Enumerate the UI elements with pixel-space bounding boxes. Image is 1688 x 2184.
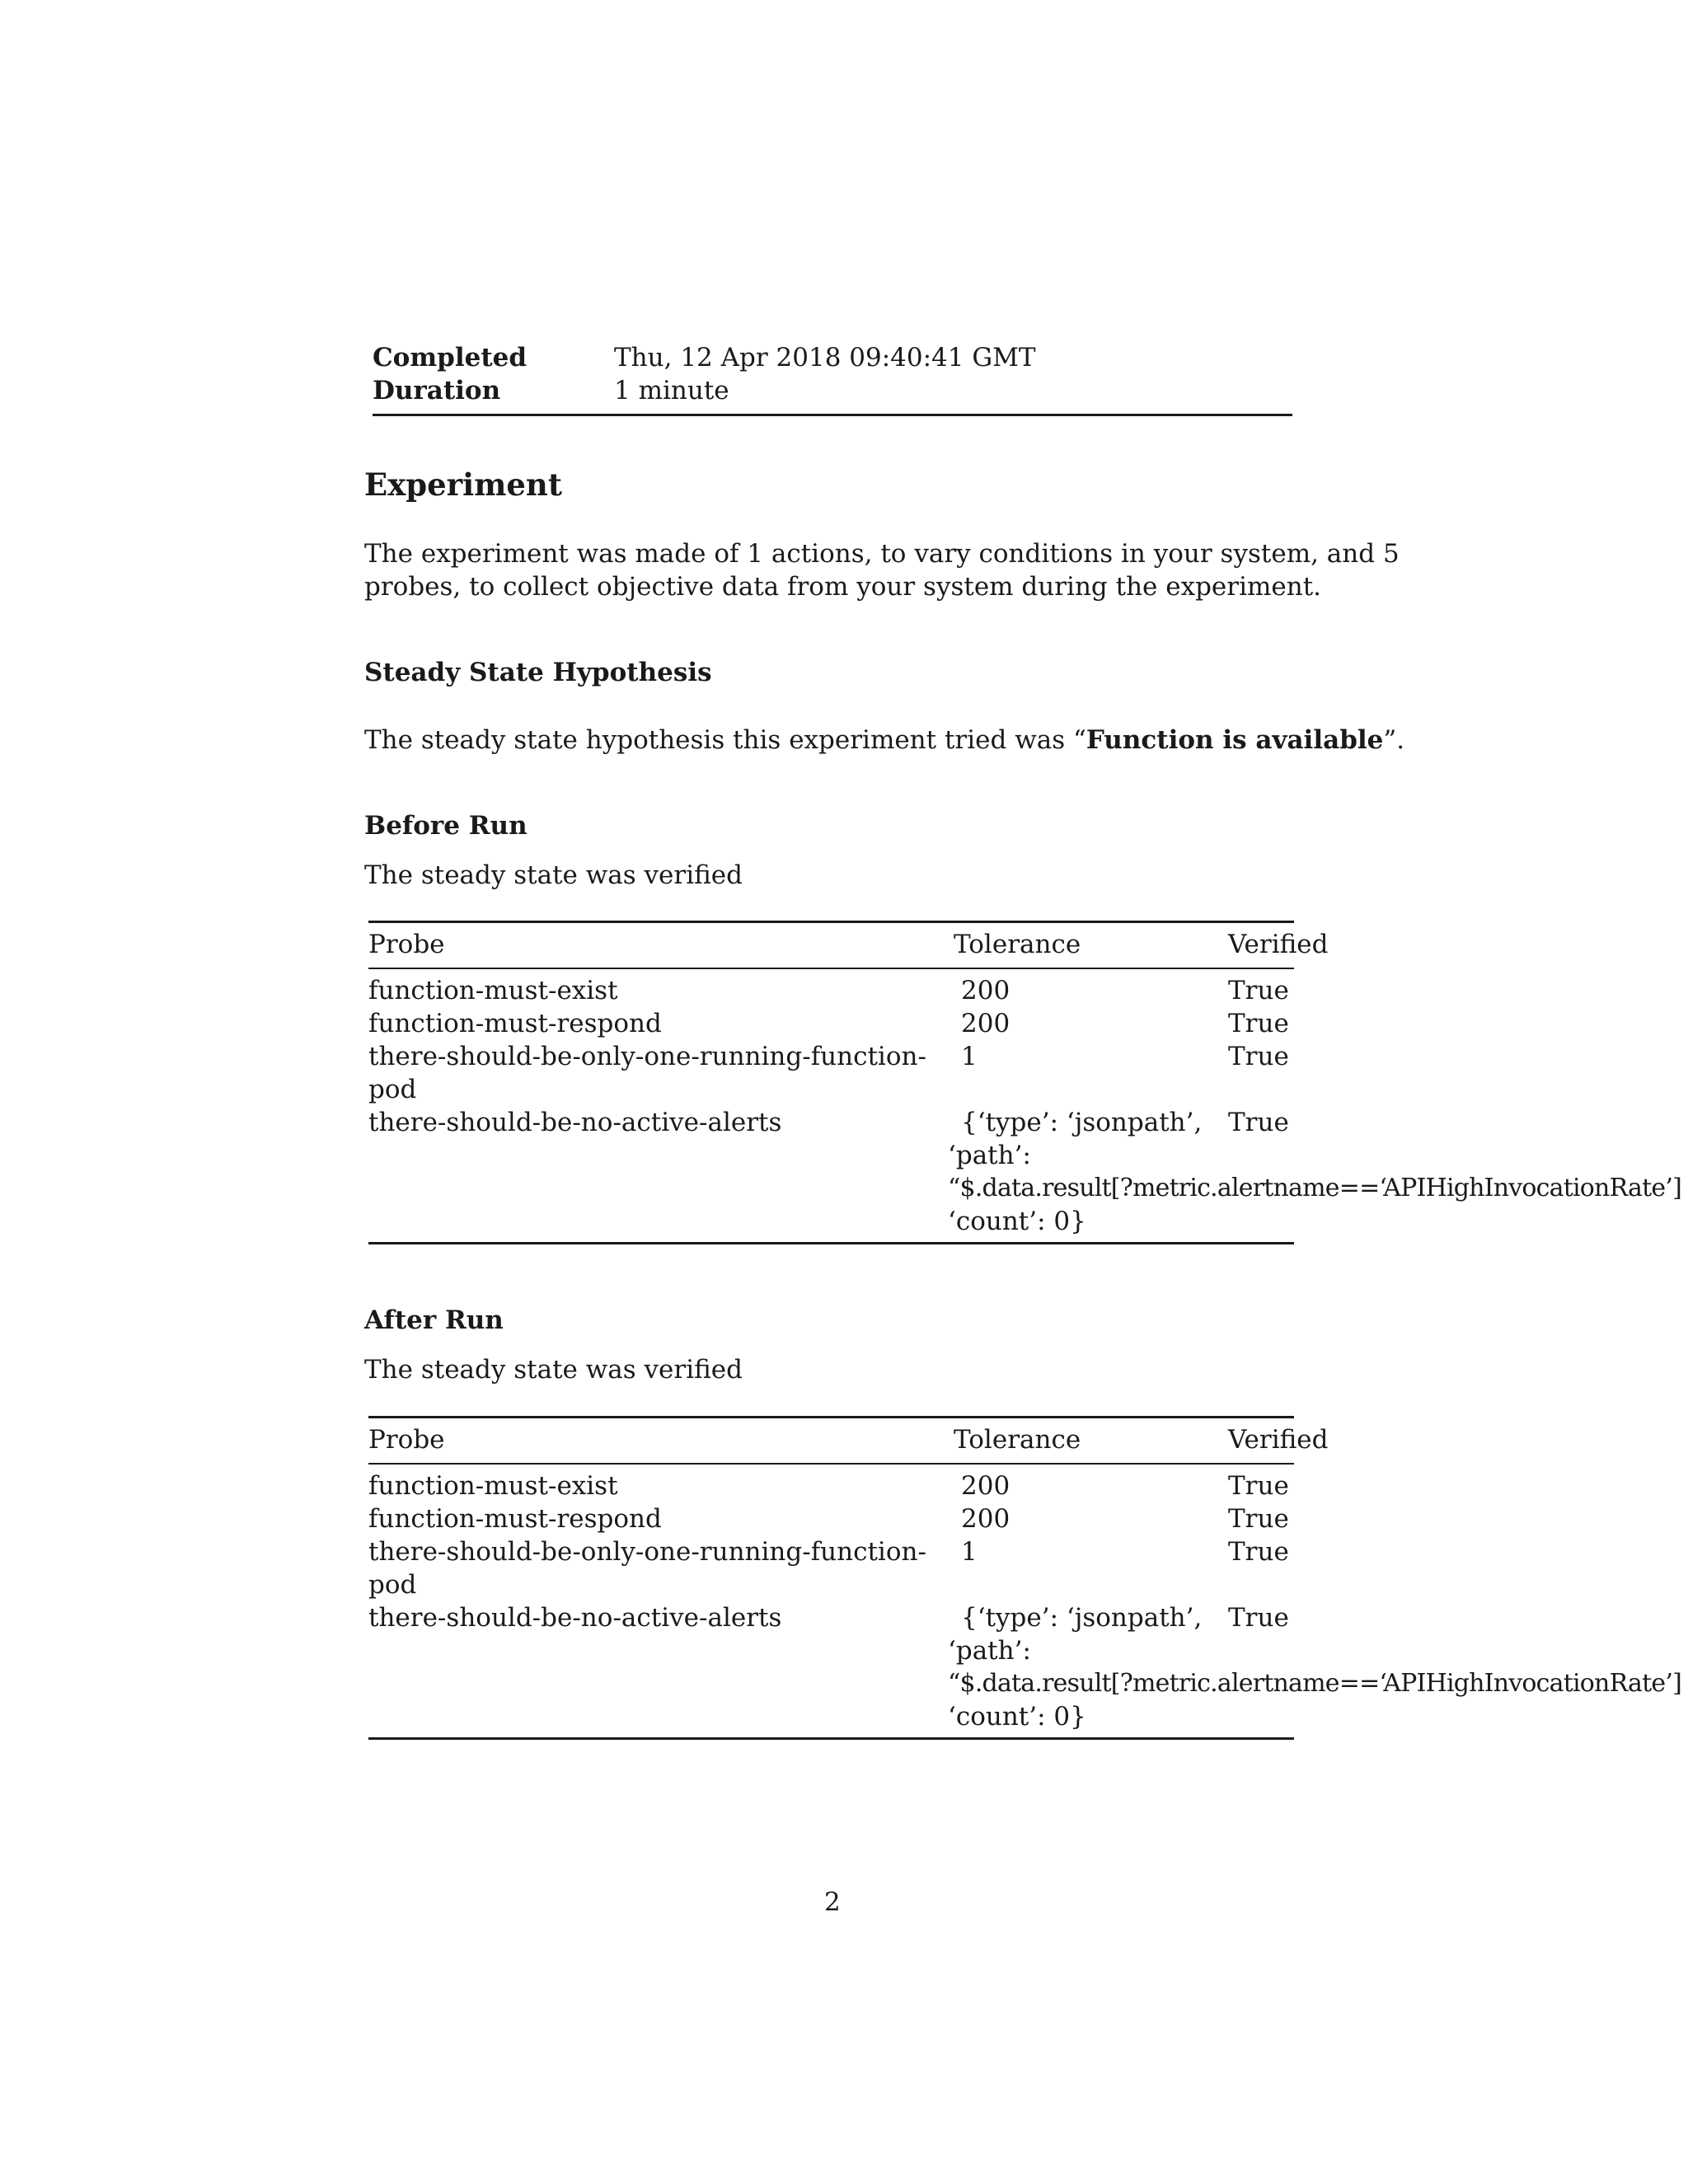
table-top-rule xyxy=(368,1416,1294,1418)
table-row-probe: there-should-be-no-active-alerts xyxy=(368,1603,782,1633)
table-row-probe: there-should-be-only-one-running-function- xyxy=(368,1537,926,1567)
table-row-tolerance-continued: “$.data.result[?metric.alertname==‘APIHighInvocationRate’] xyxy=(948,1174,1681,1202)
table-row-tolerance: {‘type’: ‘jsonpath’, xyxy=(961,1108,1203,1137)
column-header-probe: Probe xyxy=(368,1425,445,1455)
column-header-tolerance: Tolerance xyxy=(954,930,1081,959)
table-row-verified: True xyxy=(1228,1042,1289,1071)
column-header-tolerance: Tolerance xyxy=(954,1425,1081,1455)
table-row-verified: True xyxy=(1228,976,1289,1005)
column-header-verified: Verified xyxy=(1228,930,1329,959)
table-row-verified: True xyxy=(1228,1504,1289,1534)
after-run-status: The steady state was verified xyxy=(364,1355,743,1385)
experiment-description-line2: probes, to collect objective data from your system during the experiment. xyxy=(364,572,1322,602)
duration-label: Duration xyxy=(373,376,501,405)
table-row-tolerance: 200 xyxy=(961,976,1010,1005)
table-row-probe: function-must-exist xyxy=(368,1471,618,1501)
table-header-rule xyxy=(368,968,1294,969)
table-row-tolerance: 1 xyxy=(961,1537,978,1567)
table-row-tolerance: 200 xyxy=(961,1471,1010,1501)
table-row-tolerance-continued: ‘path’: xyxy=(948,1141,1031,1170)
after-run-heading: After Run xyxy=(364,1305,504,1335)
table-row-tolerance: 1 xyxy=(961,1042,978,1071)
table-header-rule xyxy=(368,1463,1294,1465)
table-row-tolerance: 200 xyxy=(961,1504,1010,1534)
hypothesis-suffix: ”. xyxy=(1383,725,1405,755)
table-row-tolerance-continued: ‘path’: xyxy=(948,1636,1031,1666)
duration-value: 1 minute xyxy=(614,376,729,405)
table-row-verified: True xyxy=(1228,1009,1289,1038)
table-row-probe: there-should-be-only-one-running-function- xyxy=(368,1042,926,1071)
column-header-verified: Verified xyxy=(1228,1425,1329,1455)
table-top-rule xyxy=(368,921,1294,923)
table-bottom-rule xyxy=(368,1737,1294,1740)
table-row-probe: function-must-respond xyxy=(368,1504,662,1534)
table-row-probe: function-must-respond xyxy=(368,1009,662,1038)
table-row-tolerance-continued: “$.data.result[?metric.alertname==‘APIHighInvocationRate’] xyxy=(948,1669,1681,1698)
table-row-tolerance-continued: ‘count’: 0} xyxy=(948,1702,1086,1732)
hypothesis-sentence xyxy=(364,724,1404,757)
experiment-description-line1: The experiment was made of 1 actions, to vary conditions in your system, and 5 xyxy=(364,539,1400,569)
table-row-probe-continued: pod xyxy=(368,1075,417,1104)
before-run-status: The steady state was verified xyxy=(364,860,743,890)
page-number: 2 xyxy=(824,1887,841,1917)
table-row-probe: function-must-exist xyxy=(368,976,618,1005)
table-row-tolerance: {‘type’: ‘jsonpath’, xyxy=(961,1603,1203,1633)
table-row-tolerance: 200 xyxy=(961,1009,1010,1038)
experiment-heading: Experiment xyxy=(364,466,562,503)
completed-label: Completed xyxy=(373,343,528,373)
table-bottom-rule xyxy=(368,1242,1294,1244)
table-row-verified: True xyxy=(1228,1537,1289,1567)
table-row-probe-continued: pod xyxy=(368,1570,417,1600)
hypothesis-title: Function is available xyxy=(1085,725,1384,755)
hypothesis-prefix: The steady state hypothesis this experiment tried was “ xyxy=(364,725,1086,755)
table-row-verified: True xyxy=(1228,1471,1289,1501)
table-row-probe: there-should-be-no-active-alerts xyxy=(368,1108,782,1137)
table-row-verified: True xyxy=(1228,1603,1289,1633)
before-run-heading: Before Run xyxy=(364,811,528,841)
column-header-probe: Probe xyxy=(368,930,445,959)
table-row-verified: True xyxy=(1228,1108,1289,1137)
meta-table-rule xyxy=(373,414,1292,416)
completed-value: Thu, 12 Apr 2018 09:40:41 GMT xyxy=(614,343,1036,373)
table-row-tolerance-continued: ‘count’: 0} xyxy=(948,1207,1086,1236)
hypothesis-heading: Steady State Hypothesis xyxy=(364,658,712,687)
